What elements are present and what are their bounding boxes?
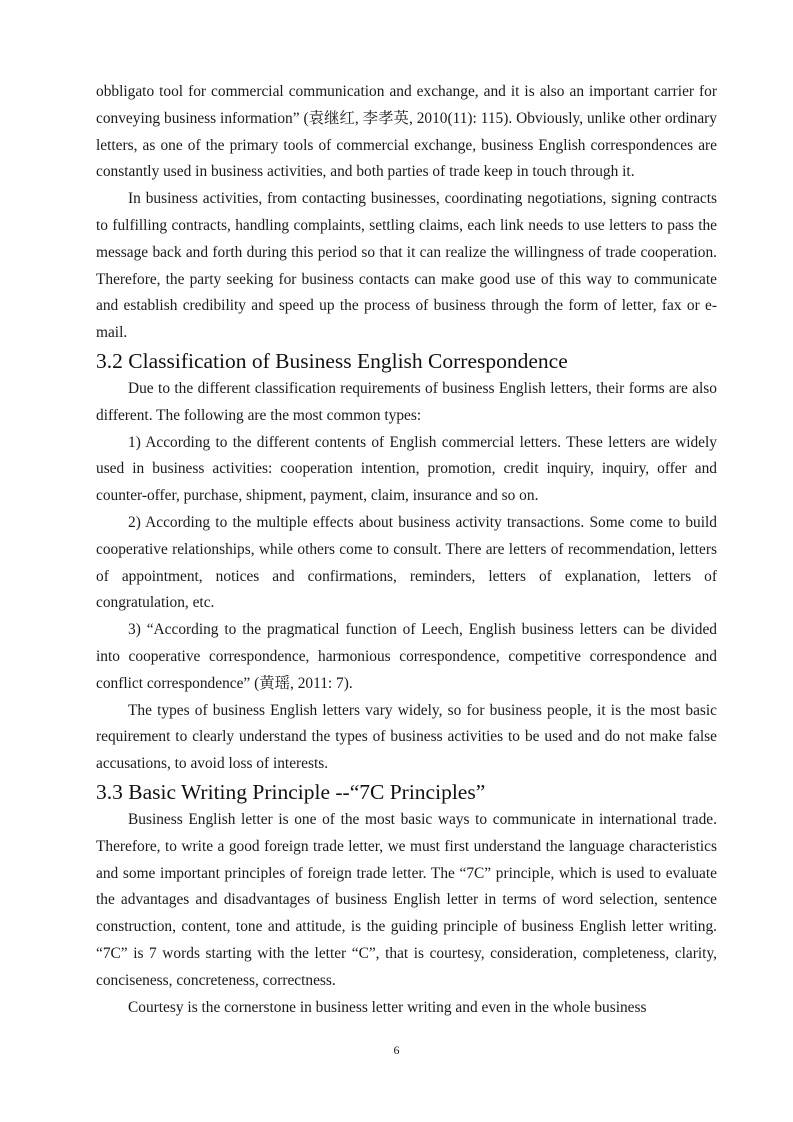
section-heading-3-2: 3.2 Classification of Business English Correspondence xyxy=(96,348,568,373)
paragraph-continued: obbligato tool for commercial communication and exchange, and it is also an important carrier for conveying business information” (袁继红, 李孝英, 2010(11): 115). Obviously, unlike other ordinary letters, as one of the primary tools of commercial exchange, business English correspondences are constantly used in business activities, and both parties of trade keep in touch through it. xyxy=(96,83,717,181)
section-heading-3-3: 3.3 Basic Writing Principle --“7C Principles” xyxy=(96,779,486,804)
paragraph-types-summary: The types of business English letters vary widely, so for business people, it is the most basic requirement to clearly understand the types of business activities to be used and do not make false accusations, to avoid loss of interests. xyxy=(96,701,717,773)
list-item-contents: 1) According to the different contents of English commercial letters. These letters are widely used in business activities: cooperation intention, promotion, credit inquiry, inquiry, offer and counter-offer, purchase, shipment, payment, claim, insurance and so on. xyxy=(96,433,717,505)
page-body xyxy=(96,79,717,1021)
paragraph-classification-intro: Due to the different classification requirements of business English letters, their forms are also different. The following are the most common types: xyxy=(96,379,717,424)
paragraph-business-activities: In business activities, from contacting businesses, coordinating negotiations, signing contracts to fulfilling contracts, handling complaints, settling claims, each link needs to use letters to pass the message back and forth during this period so that it can realize the willingness of trade cooperation. Therefore, the party seeking for business contacts can make good use of this way to communicate and establish credibility and speed up the process of business through the form of letter, fax or e-mail. xyxy=(96,190,717,342)
list-item-pragmatic-function: 3) “According to the pragmatical function of Leech, English business letters can be divided into cooperative correspondence, harmonious correspondence, competitive correspondence and conflict correspondence” (黄瑶, 2011: 7). xyxy=(96,621,717,692)
paragraph-courtesy: Courtesy is the cornerstone in business letter writing and even in the whole business xyxy=(128,998,647,1016)
paragraph-7c-principles: Business English letter is one of the most basic ways to communicate in international trade. Therefore, to write a good foreign trade letter, we must first understand the language characteristics and some important principles of foreign trade letter. The “7C” principle, which is used to evaluate the advantages and disadvantages of business English letter in terms of word selection, sentence construction, content, tone and attitude, is the guiding principle of business English letter writing. “7C” is 7 words starting with the letter “C”, that is courtesy, consideration, completeness, clarity, conciseness, concreteness, correctness. xyxy=(96,810,717,989)
list-item-effects: 2) According to the multiple effects about business activity transactions. Some come to build cooperative relationships, while others come to consult. There are letters of recommendation, letters of appointment, notices and confirmations, reminders, letters of explanation, letters of congratulation, etc. xyxy=(96,513,717,612)
page-number: 6 xyxy=(393,1043,400,1057)
